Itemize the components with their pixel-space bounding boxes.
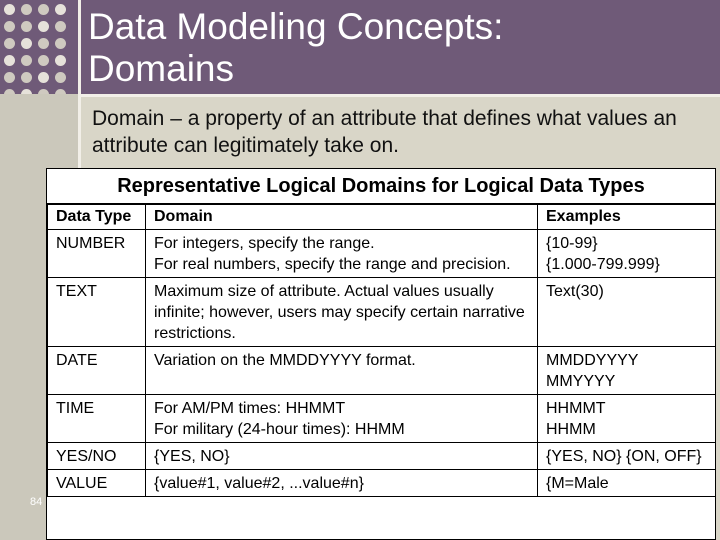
cell-data-type: NUMBER: [48, 230, 146, 278]
table-row: [48, 443, 716, 470]
decorative-dot: [38, 4, 49, 15]
slide-number: 84: [30, 496, 43, 508]
cell-examples: [538, 443, 716, 470]
cell-data-type: DATE: [48, 347, 146, 395]
header-examples: Examples: [538, 205, 716, 230]
horizontal-divider: [78, 94, 720, 97]
cell-domain: [146, 470, 538, 497]
table-row: [48, 395, 716, 443]
cell-domain: [146, 347, 538, 395]
cell-data-type: VALUE: [48, 470, 146, 497]
domain-line: For AM/PM times: HHMMT: [154, 400, 346, 417]
examples-line: HHMM: [546, 421, 596, 438]
decorative-dot: [38, 55, 49, 66]
cell-domain: [146, 230, 538, 278]
examples-line: Text(30): [546, 283, 604, 300]
decorative-dot: [21, 72, 32, 83]
decorative-dot: [4, 38, 15, 49]
slide-title-line1: Data Modeling Concepts:: [88, 6, 504, 47]
decorative-dot: [38, 21, 49, 32]
table-body: [48, 230, 716, 497]
decorative-dot: [55, 38, 66, 49]
domain-definition: [92, 105, 712, 159]
domain-line: For real numbers, specify the range and precision.: [154, 256, 511, 273]
table-header-row: [48, 205, 716, 230]
cell-domain: [146, 395, 538, 443]
cell-domain: [146, 443, 538, 470]
table-row: [48, 230, 716, 278]
domain-line: {YES, NO}: [154, 448, 230, 465]
domain-line: For military (24-hour times): HHMM: [154, 421, 405, 438]
examples-line: {1.000-799.999}: [546, 256, 660, 273]
decorative-dot: [38, 38, 49, 49]
domain-line: Variation on the MMDDYYYY format.: [154, 352, 416, 369]
decorative-dot: [55, 4, 66, 15]
cell-data-type: TIME: [48, 395, 146, 443]
slide-title: [88, 6, 708, 90]
cell-examples: [538, 278, 716, 347]
definition-text: – a property of an attribute that defines what values an attribute can legitimately take on.: [92, 107, 677, 157]
header-data-type: Data Type: [48, 205, 146, 230]
cell-examples: [538, 347, 716, 395]
table-row: [48, 278, 716, 347]
header-domain: Domain: [146, 205, 538, 230]
cell-examples: [538, 395, 716, 443]
table-caption: Representative Logical Domains for Logical Data Types: [47, 169, 715, 204]
domain-line: {value#1, value#2, ...value#n}: [154, 475, 364, 492]
decorative-dot: [4, 72, 15, 83]
domain-line: For integers, specify the range.: [154, 235, 375, 252]
decorative-dot: [55, 21, 66, 32]
decorative-dot: [21, 4, 32, 15]
cell-examples: [538, 230, 716, 278]
decorative-dot: [55, 72, 66, 83]
decorative-dot: [21, 38, 32, 49]
decorative-dot: [4, 4, 15, 15]
slide-title-line2: Domains: [88, 48, 234, 89]
definition-term: Domain: [92, 107, 165, 130]
logical-domains-table: [46, 168, 716, 540]
examples-line: HHMMT: [546, 400, 606, 417]
examples-line: MMYYYY: [546, 373, 616, 390]
table-row: [48, 470, 716, 497]
domain-line: Maximum size of attribute. Actual values usually infinite; however, users may specify certain narrative restrictions.: [154, 283, 525, 342]
decorative-dot: [4, 21, 15, 32]
table-row: [48, 347, 716, 395]
decorative-dot: [21, 21, 32, 32]
decorative-dot: [55, 55, 66, 66]
decorative-dot: [21, 55, 32, 66]
examples-line: {YES, NO} {ON, OFF}: [546, 448, 702, 465]
decorative-dot: [4, 55, 15, 66]
domains-table-grid: [47, 204, 716, 497]
examples-line: {10-99}: [546, 235, 598, 252]
examples-line: {M=Male: [546, 475, 609, 492]
cell-data-type: YES/NO: [48, 443, 146, 470]
cell-domain: [146, 278, 538, 347]
examples-line: MMDDYYYY: [546, 352, 639, 369]
cell-data-type: TEXT: [48, 278, 146, 347]
cell-examples: [538, 470, 716, 497]
decorative-dot: [38, 72, 49, 83]
